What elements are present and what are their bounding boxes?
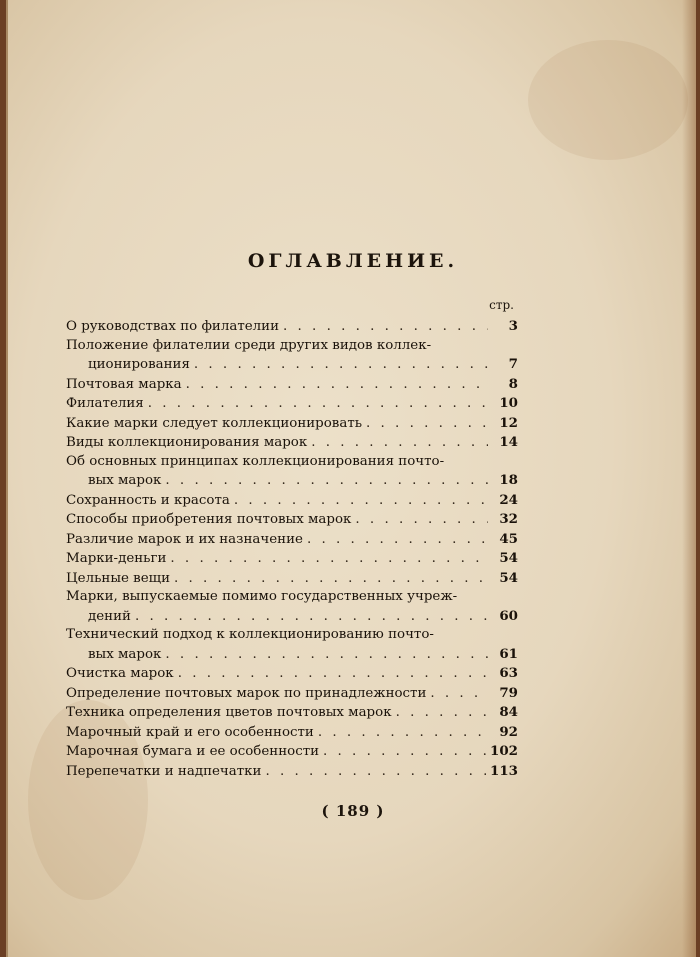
toc-entry-page: 24 [499,491,518,508]
toc-entry-line [66,549,518,569]
toc-entry [66,762,518,782]
page-column-header: стр. [489,298,514,312]
toc-entry-page: 113 [490,762,518,779]
toc-entry-page: 79 [499,684,518,701]
toc-entry-line [66,762,518,782]
dot-leader [165,646,488,665]
toc-entry-title: Филателия [66,396,144,411]
toc-entry-title: Способы приобретения почтовых марок [66,512,352,527]
toc-entry-title: Марки, выпускаемые помимо государственных учреж- [66,589,458,604]
toc-entry-line [66,703,518,723]
toc-entry-line [66,471,518,491]
toc-entry-line [66,742,518,762]
toc-entry-title: Об основных принципах коллекционирования почто- [66,453,445,469]
toc-entry-page: 18 [499,472,518,488]
toc-entry-line [66,317,518,337]
dot-leader [174,570,488,589]
toc-entry-page: 3 [508,318,518,334]
toc-entry-title: Технический подход к коллекционированию почто- [66,627,434,642]
book-page [6,0,696,957]
toc-entry [66,433,518,453]
toc-entry-page: 54 [499,550,518,566]
toc-entry [66,626,518,664]
dot-leader [311,434,488,453]
toc-entry [66,703,518,723]
toc-entry-title: О руководствах по филателии [66,319,280,334]
toc-entry-page: 8 [508,375,518,392]
toc-entry-line [66,414,518,434]
toc-entry-line [66,645,518,665]
toc-entry-line [66,433,518,453]
toc-entry-line [66,569,518,589]
toc-entry-title: Цельные вещи [66,570,170,586]
dot-leader [323,743,486,762]
toc-entry [66,337,518,375]
toc-entry-title: вых марок [88,646,162,662]
page-number: ( 189 ) [321,802,385,820]
toc-entry-page: 14 [499,434,518,450]
toc-entry [66,491,518,511]
toc-entry-title: Очистка марок [66,666,174,681]
toc-entry-line [66,375,518,395]
toc-entry-page: 92 [499,723,518,740]
toc-entry-title: Какие марки следует коллекционировать [66,415,363,431]
dot-leader [186,376,488,395]
dot-leader [148,395,488,414]
dot-leader [366,415,488,434]
page-title: ОГЛАВЛЕНИЕ. [247,250,459,272]
toc-entry-page: 32 [499,511,518,527]
toc-entry-title: Почтовая марка [66,376,182,392]
toc-entry [66,453,518,491]
toc-entry [66,588,518,626]
toc-entry-page: 84 [499,704,518,720]
dot-leader [430,685,488,704]
dot-leader [265,763,486,782]
dot-leader [283,318,488,337]
toc-entry-line [66,607,518,627]
toc-entry-line [66,510,518,530]
toc-entry-page: 61 [499,645,518,662]
toc-entry [66,414,518,434]
toc-entry [66,684,518,704]
toc-entry [66,569,518,589]
dot-leader [135,608,488,627]
toc-entry [66,317,518,337]
toc-entry-title: Марочный край и его особенности [66,724,314,740]
paper-stain [528,40,688,160]
toc-entry-title: Перепечатки и надпечатки [66,763,262,779]
toc-entry-title: Техника определения цветов почтовых марок [66,705,392,720]
toc-entry-line [66,684,518,704]
toc-entry-page: 7 [508,356,518,372]
toc-entry-line [66,355,518,375]
toc-entry-title: вых марок [88,473,162,488]
toc-entry-title: ционирования [88,357,190,372]
toc-entry [66,742,518,762]
toc-entry [66,394,518,414]
toc-entry-line [66,491,518,511]
dot-leader [318,724,488,743]
toc-entry-title: Определение почтовых марок по принадлежности [66,685,427,701]
toc-entry [66,510,518,530]
toc-entry-title: Различие марок и их назначение [66,531,303,547]
toc-entry [66,723,518,743]
table-of-contents [66,317,518,781]
toc-entry-title: Виды коллекционирования марок [66,435,308,450]
toc-entry-page: 60 [499,607,518,624]
toc-entry-page: 102 [490,743,518,759]
toc-entry-page: 63 [499,665,518,681]
toc-entry-title: Положение филателии среди других видов коллек- [66,337,432,353]
toc-entry [66,375,518,395]
toc-entry-page: 45 [499,530,518,547]
dot-leader [234,492,488,511]
toc-entry-line [66,723,518,743]
toc-entry-page: 12 [499,414,518,431]
toc-entry-line [66,530,518,550]
toc-entry-title: дений [88,608,131,624]
toc-entry-line [66,394,518,414]
dot-leader [170,550,488,569]
toc-entry-page: 10 [499,395,518,411]
dot-leader [396,704,488,723]
dot-leader [307,531,488,550]
dot-leader [194,356,488,375]
toc-entry-title: Марочная бумага и ее особенности [66,744,320,759]
toc-entry-title: Марки-деньги [66,551,167,566]
dot-leader [178,665,488,684]
toc-entry [66,549,518,569]
toc-entry-title: Сохранность и красота [66,492,230,508]
dot-leader [165,472,488,491]
toc-entry [66,530,518,550]
toc-entry [66,664,518,684]
toc-entry-page: 54 [499,569,518,586]
dot-leader [355,511,488,530]
toc-entry-line [66,664,518,684]
